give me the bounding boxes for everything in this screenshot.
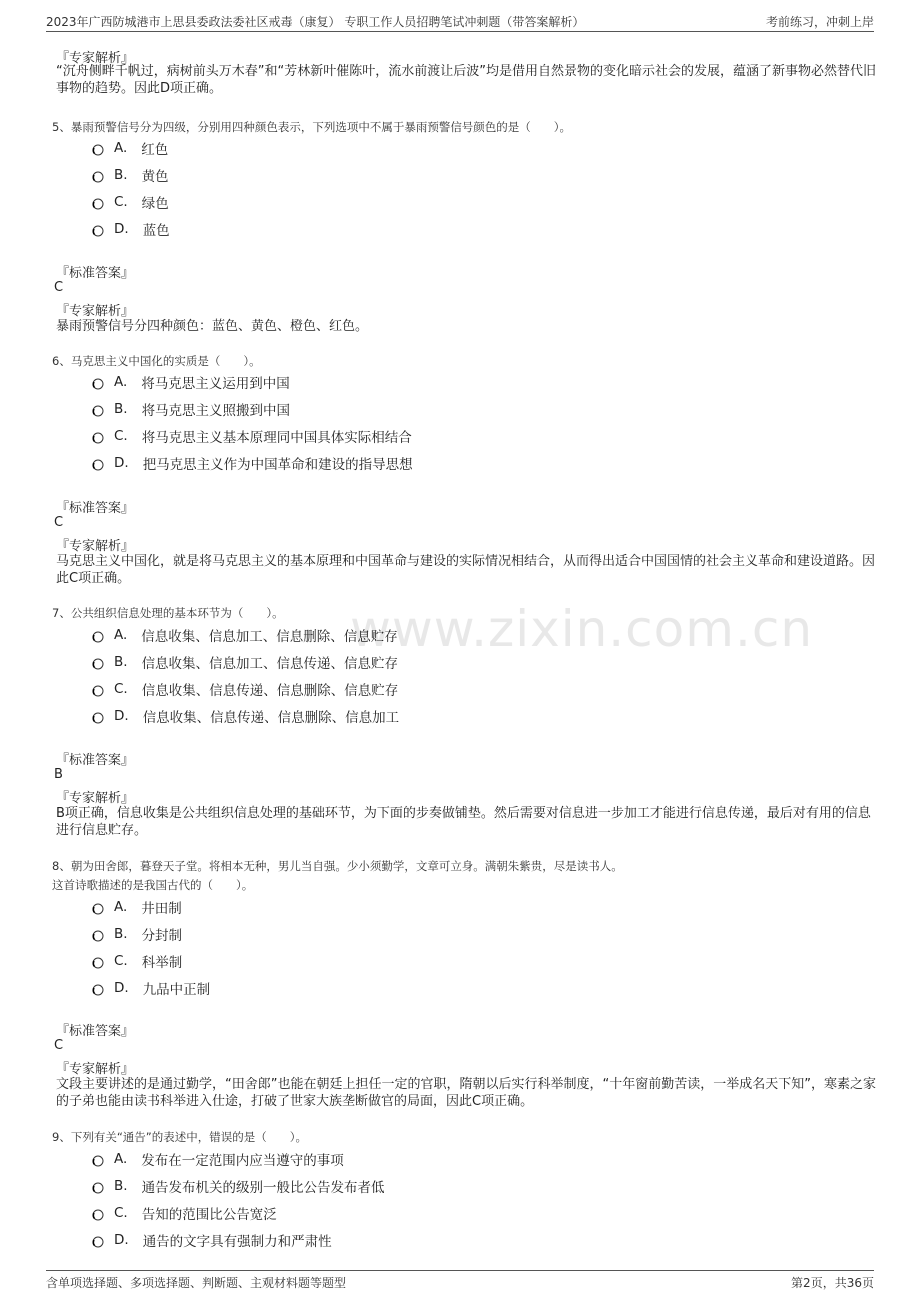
option-letter: C. [114, 1205, 128, 1221]
question-stem: 5、暴雨预警信号分为四级，分别用四种颜色表示，下列选项中不属于暴雨预警信号颜色的是（ ）。 [52, 120, 572, 134]
expert-analysis-text: 文段主要讲述的是通过勤学，“田舍郎”也能在朝廷上担任一定的官职，隋朝以后实行科举制度，“十年窗前勤苦读，一举成名天下知”，寒素之家的子弟也能由读书科举进入仕途，打破了世家大族垄断做官的局面，因此C项正确。 [56, 1077, 876, 1109]
option-letter: B. [114, 926, 128, 942]
option-letter: A. [114, 374, 128, 390]
standard-answer-label: 『标准答案』 [56, 1024, 135, 1039]
radio-icon[interactable] [92, 903, 104, 915]
option-text: 通告的文字具有强制力和严肃性 [142, 1234, 332, 1250]
radio-icon[interactable] [92, 198, 104, 210]
radio-icon[interactable] [92, 1155, 104, 1167]
option-b[interactable] [92, 165, 169, 185]
radio-icon[interactable] [92, 459, 104, 471]
header-slogan: 考前练习，冲刺上岸 [765, 15, 874, 29]
option-letter: D. [114, 1232, 129, 1248]
option-b[interactable] [92, 399, 290, 419]
expert-analysis-text: 暴雨预警信号分四种颜色：蓝色、黄色、橙色、红色。 [56, 319, 369, 334]
option-letter: C. [114, 194, 128, 210]
option-text: 将马克思主义基本原理同中国具体实际相结合 [141, 430, 412, 446]
option-text: 九品中正制 [142, 982, 211, 998]
page-header [46, 10, 874, 32]
option-letter: A. [114, 140, 128, 156]
option-d[interactable] [92, 453, 413, 473]
option-text: 红色 [141, 142, 169, 158]
option-letter: D. [114, 708, 129, 724]
option-letter: A. [114, 627, 128, 643]
option-text: 信息收集、信息传递、信息删除、信息贮存 [141, 683, 399, 699]
option-text: 信息收集、信息加工、信息传递、信息贮存 [141, 656, 399, 672]
page-mid: 页，共 [810, 1276, 847, 1290]
standard-answer-label: 『标准答案』 [56, 501, 135, 516]
question-stem: 7、公共组织信息处理的基本环节为（ ）。 [52, 606, 284, 620]
option-text: 发布在一定范围内应当遵守的事项 [141, 1153, 344, 1169]
radio-icon[interactable] [92, 1182, 104, 1194]
expert-analysis-text: 马克思主义中国化，就是将马克思主义的基本原理和中国革命与建设的实际情况相结合，从而得出适合中国国情的社会主义革命和建设道路。因此C项正确。 [56, 554, 876, 586]
expert-analysis-label: 『专家解析』 [56, 791, 135, 806]
option-letter: C. [114, 953, 128, 969]
option-letter: C. [114, 428, 128, 444]
option-letter: A. [114, 899, 128, 915]
option-letter: B. [114, 401, 128, 417]
radio-icon[interactable] [92, 1209, 104, 1221]
page-number: 2 [803, 1276, 811, 1290]
page-footer [46, 1270, 874, 1294]
option-text: 蓝色 [142, 223, 170, 239]
option-b[interactable] [92, 652, 398, 672]
radio-icon[interactable] [92, 658, 104, 670]
option-letter: D. [114, 221, 129, 237]
expert-analysis-label: 『专家解析』 [56, 1062, 135, 1077]
option-a[interactable] [92, 897, 182, 917]
page-suffix: 页 [861, 1276, 874, 1290]
expert-analysis-text: B项正确，信息收集是公共组织信息处理的基础环节，为下面的步奏做铺垫。然后需要对信息进一步加工才能进行信息传递，最后对有用的信息进行信息贮存。 [56, 806, 871, 838]
option-d[interactable] [92, 1230, 332, 1250]
radio-icon[interactable] [92, 930, 104, 942]
option-text: 绿色 [141, 196, 169, 212]
option-letter: A. [114, 1151, 128, 1167]
question-stem: 9、下列有关“通告”的表述中，错误的是（ ）。 [52, 1130, 307, 1144]
option-text: 科举制 [141, 955, 183, 971]
standard-answer-label: 『标准答案』 [56, 266, 135, 281]
question-stem: 8、朝为田舍郎，暮登天子堂。将相本无种，男儿当自强。少小须勤学，文章可立身。满朝朱紫贵，尽是读书人。 [52, 859, 623, 873]
expert-analysis-text: “沉舟侧畔千帆过，病树前头万木春”和“芳林新叶催陈叶，流水前渡让后波”均是借用自然景物的变化暗示社会的发展，蕴涵了新事物必然替代旧事物的趋势。因此D项正确。 [56, 64, 876, 96]
radio-icon[interactable] [92, 225, 104, 237]
option-a[interactable] [92, 625, 398, 645]
option-a[interactable] [92, 138, 168, 158]
option-a[interactable] [92, 1149, 344, 1169]
option-letter: D. [114, 980, 129, 996]
option-text: 信息收集、信息传递、信息删除、信息加工 [142, 710, 400, 726]
option-letter: C. [114, 681, 128, 697]
radio-icon[interactable] [92, 378, 104, 390]
standard-answer-value: C [54, 280, 64, 295]
option-d[interactable] [92, 706, 399, 726]
option-c[interactable] [92, 1203, 277, 1223]
radio-icon[interactable] [92, 631, 104, 643]
option-c[interactable] [92, 192, 169, 212]
option-text: 将马克思主义照搬到中国 [141, 403, 291, 419]
option-b[interactable] [92, 924, 182, 944]
option-c[interactable] [92, 426, 412, 446]
option-text: 分封制 [141, 928, 183, 944]
option-letter: B. [114, 654, 128, 670]
option-text: 信息收集、信息加工、信息删除、信息贮存 [141, 629, 398, 645]
document-title: 2023年广西防城港市上思县委政法委社区戒毒（康复） 专职工作人员招聘笔试冲刺题（带答案解析） [46, 15, 585, 29]
standard-answer-value: B [54, 767, 63, 782]
option-d[interactable] [92, 219, 170, 239]
standard-answer-value: C [54, 1038, 64, 1053]
page-prefix: 第 [791, 1276, 804, 1290]
option-text: 把马克思主义作为中国革命和建设的指导思想 [142, 457, 413, 473]
option-text: 黄色 [141, 169, 169, 185]
option-c[interactable] [92, 951, 182, 971]
radio-icon[interactable] [92, 144, 104, 156]
option-letter: B. [114, 1178, 128, 1194]
option-text: 将马克思主义运用到中国 [141, 376, 290, 392]
page-total: 36 [846, 1276, 862, 1290]
option-letter: B. [114, 167, 128, 183]
option-text: 告知的范围比公告宽泛 [141, 1207, 277, 1223]
radio-icon[interactable] [92, 984, 104, 996]
question-stem: 6、马克思主义中国化的实质是（ ）。 [52, 354, 261, 368]
expert-analysis-label: 『专家解析』 [56, 539, 135, 554]
standard-answer-label: 『标准答案』 [56, 753, 135, 768]
option-letter: D. [114, 455, 129, 471]
radio-icon[interactable] [92, 957, 104, 969]
expert-analysis-label: 『专家解析』 [56, 304, 135, 319]
option-d[interactable] [92, 978, 210, 998]
radio-icon[interactable] [92, 1236, 104, 1248]
option-b[interactable] [92, 1176, 385, 1196]
radio-icon[interactable] [92, 685, 104, 697]
standard-answer-value: C [54, 515, 64, 530]
radio-icon[interactable] [92, 405, 104, 417]
option-text: 通告发布机关的级别一般比公告发布者低 [141, 1180, 385, 1196]
option-c[interactable] [92, 679, 398, 699]
option-a[interactable] [92, 372, 290, 392]
radio-icon[interactable] [92, 171, 104, 183]
expert-analysis-label: 『专家解析』 [56, 51, 135, 66]
option-text: 井田制 [141, 901, 182, 917]
radio-icon[interactable] [92, 432, 104, 444]
question-types-note: 含单项选择题、多项选择题、判断题、主观材料题等题型 [46, 1276, 347, 1290]
page-counter [791, 1274, 874, 1291]
radio-icon[interactable] [92, 712, 104, 724]
watermark: www.zixin.com.cn [350, 600, 814, 658]
question-stem-continued: 这首诗歌描述的是我国古代的（ ）。 [52, 878, 254, 892]
